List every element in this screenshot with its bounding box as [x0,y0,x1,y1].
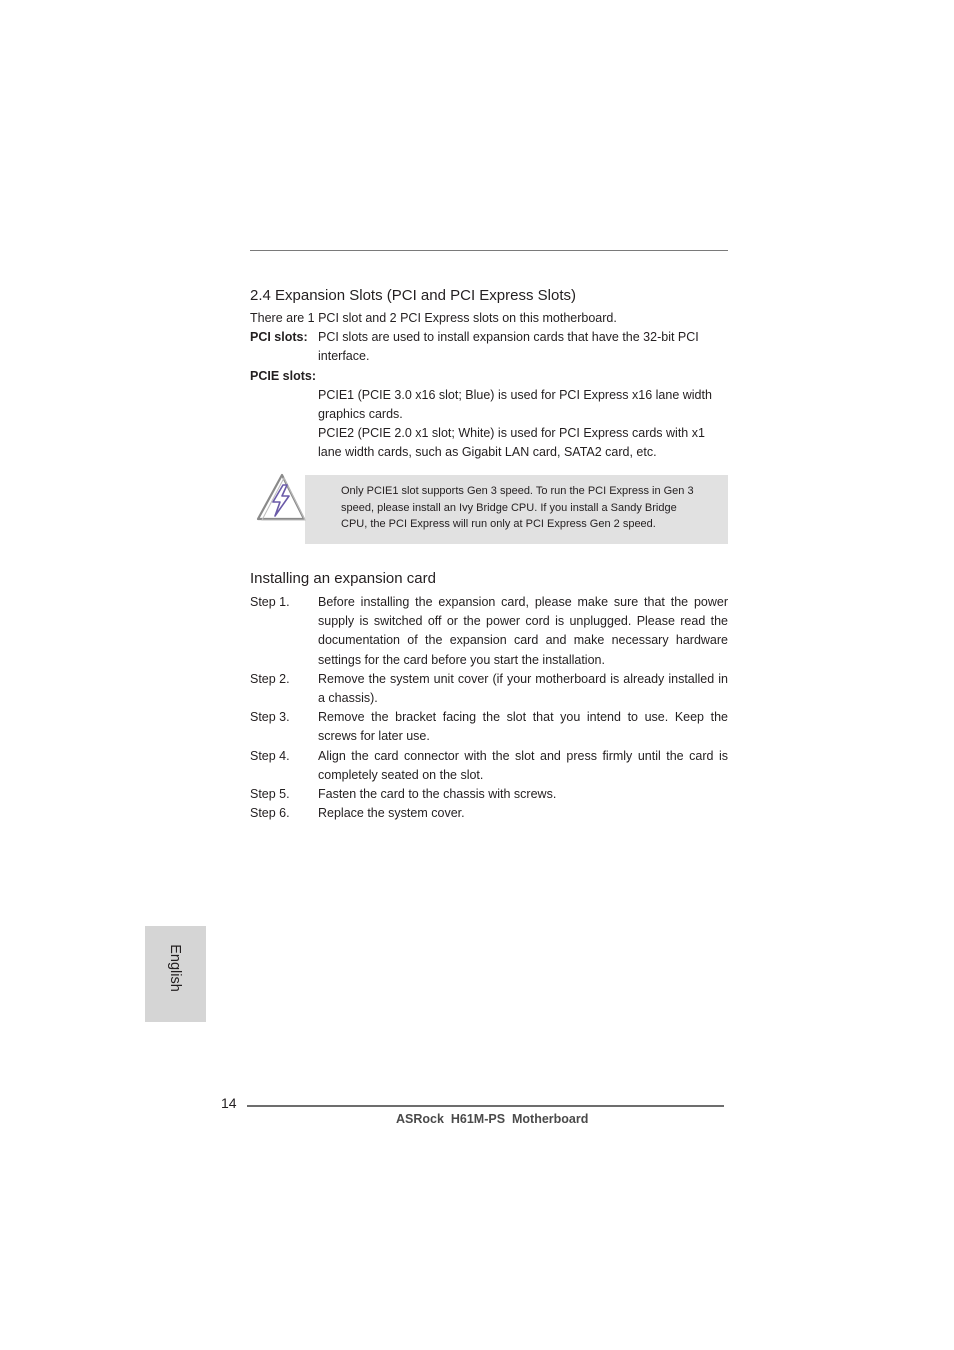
step-label: Step 2. [250,671,290,686]
step-item [250,708,728,746]
step-label: Step 3. [250,710,290,725]
step-text: Remove the bracket facing the slot that you intend to use. Keep the screws for later use. [318,710,728,744]
note-text: Only PCIE1 slot supports Gen 3 speed. To run the PCI Express in Gen 3 speed, please install an Ivy Bridge CPU. If you install a Sandy Bridge CPU, the PCI Express will run only at PCI Express Gen 2 speed. [341,485,694,531]
step-item [250,804,728,823]
step-label: Step 1. [250,595,290,609]
step-text: Before installing the expansion card, please make sure that the power supply is switched off or the power cord is unplugged. Please read the documentation of the expansion card and make necessary hardware settings for the card before you start the installation. [318,595,728,667]
pcie1-text: PCIE1 (PCIE 3.0 x16 slot; Blue) is used for PCI Express x16 lane width graphics cards. [318,388,712,422]
section-intro: There are 1 PCI slot and 2 PCI Express slots on this motherboard. [250,311,617,325]
language-tab-label: English [167,944,183,992]
step-text: Fasten the card to the chassis with screws. [318,787,557,802]
step-item [250,670,728,708]
pcie-slots-label: PCIE slots: [250,369,316,383]
step-item [250,747,728,785]
footer-product: ASRock H61M-PS Motherboard [396,1112,589,1126]
warning-lightning-icon [253,472,307,524]
footer-divider [247,1105,724,1107]
section-title: 2.4 Expansion Slots (PCI and PCI Express Slots) [250,287,576,304]
pci-slots-text: PCI slots are used to install expansion cards that have the 32-bit PCI interface. [318,330,699,364]
step-label: Step 4. [250,748,290,763]
pcie2-text: PCIE2 (PCIE 2.0 x1 slot; White) is used for PCI Express cards with x1 lane width cards, such as Gigabit LAN card, SATA2 card, etc. [318,426,705,460]
step-text: Replace the system cover. [318,806,465,821]
step-text: Align the card connector with the slot and press firmly until the card is completely seated on the slot. [318,748,728,782]
step-item [250,785,728,804]
pci-slots-label: PCI slots: [250,330,308,344]
step-label: Step 6. [250,806,290,821]
top-divider [250,250,728,251]
install-title: Installing an expansion card [250,570,436,587]
pci-slots-entry [250,328,728,366]
step-label: Step 5. [250,787,290,802]
step-item [250,593,728,670]
steps-list [250,593,728,823]
page-number: 14 [221,1095,237,1111]
step-text: Remove the system unit cover (if your motherboard is already installed in a chassis). [318,671,728,706]
